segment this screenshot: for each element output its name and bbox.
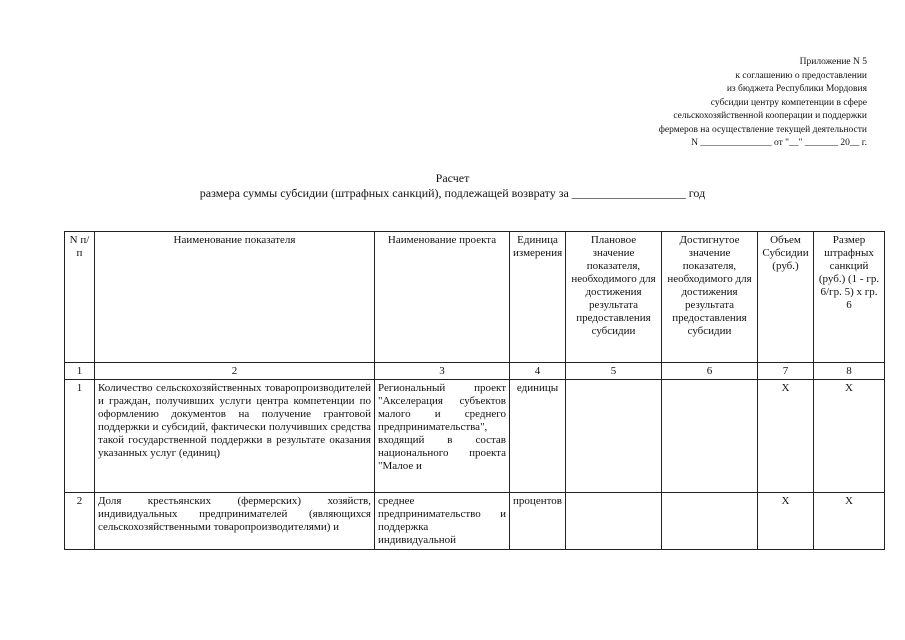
appendix-line: субсидии центру компетенции в сфере	[710, 97, 867, 108]
indicator-cell: Количество сельскохозяйственных товаропроизводителей и граждан, получивших услуги центра компетенции по оформлению документов на получение грантовой поддержки и субсидий, фактически получивших средства такой государственной поддержки в результате оказания указанных услуг (единиц)	[95, 380, 375, 493]
subsidy-cell: X	[758, 493, 814, 550]
table-row	[65, 380, 885, 493]
indicator-cell: Доля крестьянских (фермерских) хозяйств, индивидуальных предпринимателей (являющихся сельскохозяйственными товаропроизводителями) и	[95, 493, 375, 550]
appendix-line: сельскохозяйственной кооперации и поддержки	[673, 111, 867, 121]
column-number: 1	[65, 363, 95, 380]
column-number-row	[65, 363, 885, 380]
penalty-cell: X	[814, 493, 885, 550]
appendix-line: фермеров на осуществление текущей деятельности	[658, 124, 867, 135]
header-number: N п/п	[65, 232, 95, 363]
unit-cell: единицы	[510, 380, 566, 493]
header-subsidy: Объем Субсидии (руб.)	[758, 232, 814, 363]
column-number: 7	[758, 363, 814, 380]
header-indicator: Наименование показателя	[95, 232, 375, 363]
appendix-line: к соглашению о предоставлении	[735, 70, 867, 81]
column-number: 3	[375, 363, 510, 380]
column-number: 6	[662, 363, 758, 380]
column-number: 5	[566, 363, 662, 380]
column-number: 8	[814, 363, 885, 380]
document-heading	[0, 171, 905, 201]
table-row	[65, 493, 885, 550]
penalty-cell: X	[814, 380, 885, 493]
header-project: Наименование проекта	[375, 232, 510, 363]
unit-cell: процентов	[510, 493, 566, 550]
column-number: 2	[95, 363, 375, 380]
header-unit: Единица измерения	[510, 232, 566, 363]
document-subtitle: размера суммы субсидии (штрафных санкций), подлежащей возврату за ___________________ год	[199, 186, 706, 200]
calculation-table	[64, 231, 885, 550]
achieved-value-cell	[662, 380, 758, 493]
document-title: Расчет	[435, 171, 470, 185]
subsidy-cell: X	[758, 380, 814, 493]
header-planned: Плановое значение показателя, необходимого для достижения результата предоставления субсидии	[566, 232, 662, 363]
header-achieved: Достигнутое значение показателя, необходимого для достижения результата предоставления субсидии	[662, 232, 758, 363]
appendix-line: N _______________ от "__" _______ 20__ г.	[691, 138, 867, 148]
planned-value-cell	[566, 380, 662, 493]
project-cell: среднее предпринимательство и поддержка индивидуальной	[375, 493, 510, 550]
header-penalty: Размер штрафных санкций (руб.) (1 - гр. 6/гр. 5) x гр. 6	[814, 232, 885, 363]
appendix-line: Приложение N 5	[799, 57, 867, 67]
achieved-value-cell	[662, 493, 758, 550]
row-number: 1	[65, 380, 95, 493]
row-number: 2	[65, 493, 95, 550]
appendix-line: из бюджета Республики Мордовия	[726, 84, 867, 94]
project-cell: Региональный проект "Акселерация субъектов малого и среднего предпринимательства", входящий в состав национального проекта "Малое и	[375, 380, 510, 493]
column-number: 4	[510, 363, 566, 380]
planned-value-cell	[566, 493, 662, 550]
table-header-row	[65, 232, 885, 363]
appendix-block	[597, 56, 867, 151]
